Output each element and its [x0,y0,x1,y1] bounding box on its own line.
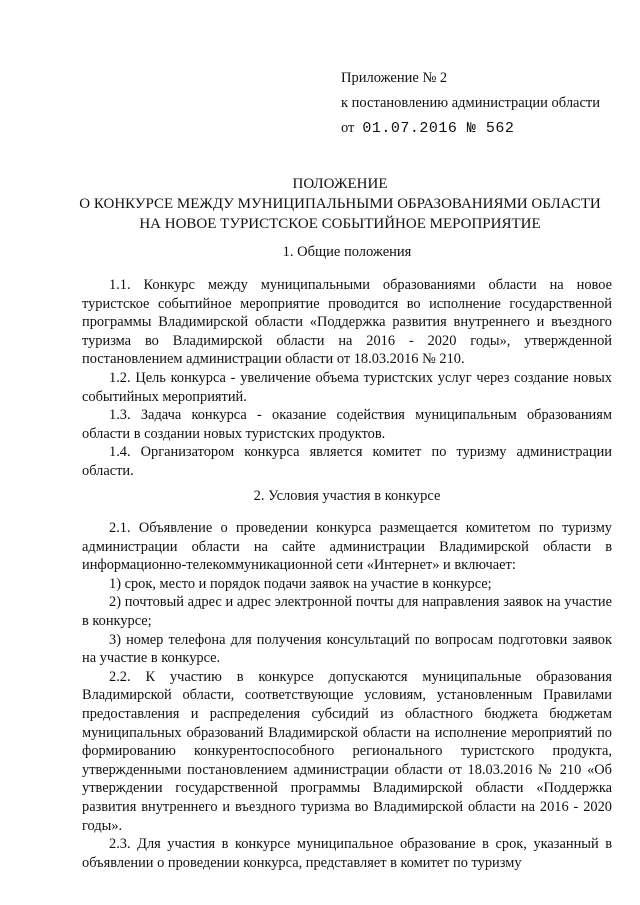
appendix-date-number: 01.07.2016 № 562 [362,120,515,137]
appendix-date-prefix: от [341,120,355,136]
section-1-heading: 1. Общие положения [282,244,412,260]
paragraph-2-3: 2.3. Для участия в конкурсе муниципальное образование в срок, указанный в объявлении о проведении конкурса, представляет в комитет по туризму [82,836,612,871]
paragraph-2-1-item-1: 1) срок, место и порядок подачи заявок на участие в конкурсе; [109,575,492,592]
paragraph-1-1: 1.1. Конкурс между муниципальными образованиями области на новое туристское событийное мероприятие проводится во исполнение государственной программы Владимирской области «Поддержка развития внутреннего и въездного туризма во Владимирской области на 2016 - 2020 годы», утвержденной постановлением администрации области от 18.03.2016 № 210. [82,277,612,368]
appendix-number: Приложение № 2 [341,70,448,86]
section-1-body [82,276,612,481]
section-2-heading: 2. Условия участия в конкурсе [253,488,441,504]
paragraph-2-1-item-2: 2) почтовый адрес и адрес электронной почты для направления заявок на участие в конкурсе; [82,594,612,629]
paragraph-1-3: 1.3. Задача конкурса - оказание содействия муниципальным образованиям области в создании новых туристских продуктов. [82,407,612,442]
appendix-resolution: к постановлению администрации области [341,95,601,111]
appendix-block [341,66,631,141]
title-line-3: НА НОВОЕ ТУРИСТСКОЕ СОБЫТИЙНОЕ МЕРОПРИЯТИЕ [139,216,541,232]
title-line-1: ПОЛОЖЕНИЕ [292,176,388,192]
appendix-date-line [341,116,631,141]
paragraph-2-2: 2.2. К участию в конкурсе допускаются муниципальные образования Владимирской области, соответствующие условиям, установленным Правилами предоставления и распределения субсидий из областного бюджета бюджетам муниципальных образований Владимирской области на исполнение мероприятий по формированию конкурентоспособного регионального туристского продукта, утвержденными постановлением администрации области от 18.03.2016 № 210 «Об утверждении государственной программы Владимирской области «Поддержка развития внутреннего и въездного туризма во Владимирской области на 2016 - 2020 годы». [82,668,612,834]
paragraph-2-1-item-3: 3) номер телефона для получения консультаций по вопросам подготовки заявок на участие в конкурсе. [82,631,612,667]
section-2-body [82,519,612,872]
document-title [60,174,620,234]
paragraph-2-1: 2.1. Объявление о проведении конкурса размещается комитетом по туризму администрации области на сайте администрации Владимирской области в информационно-телекоммуникационной сети «Интернет» и включает: [82,520,612,574]
paragraph-1-2: 1.2. Цель конкурса - увеличение объема туристских услуг через создание новых событийных мероприятий. [82,369,612,405]
title-line-2: О КОНКУРСЕ МЕЖДУ МУНИЦИПАЛЬНЫМИ ОБРАЗОВАНИЯМИ ОБЛАСТИ [79,196,601,212]
paragraph-1-4: 1.4. Организатором конкурса является комитет по туризму администрации области. [82,444,612,479]
